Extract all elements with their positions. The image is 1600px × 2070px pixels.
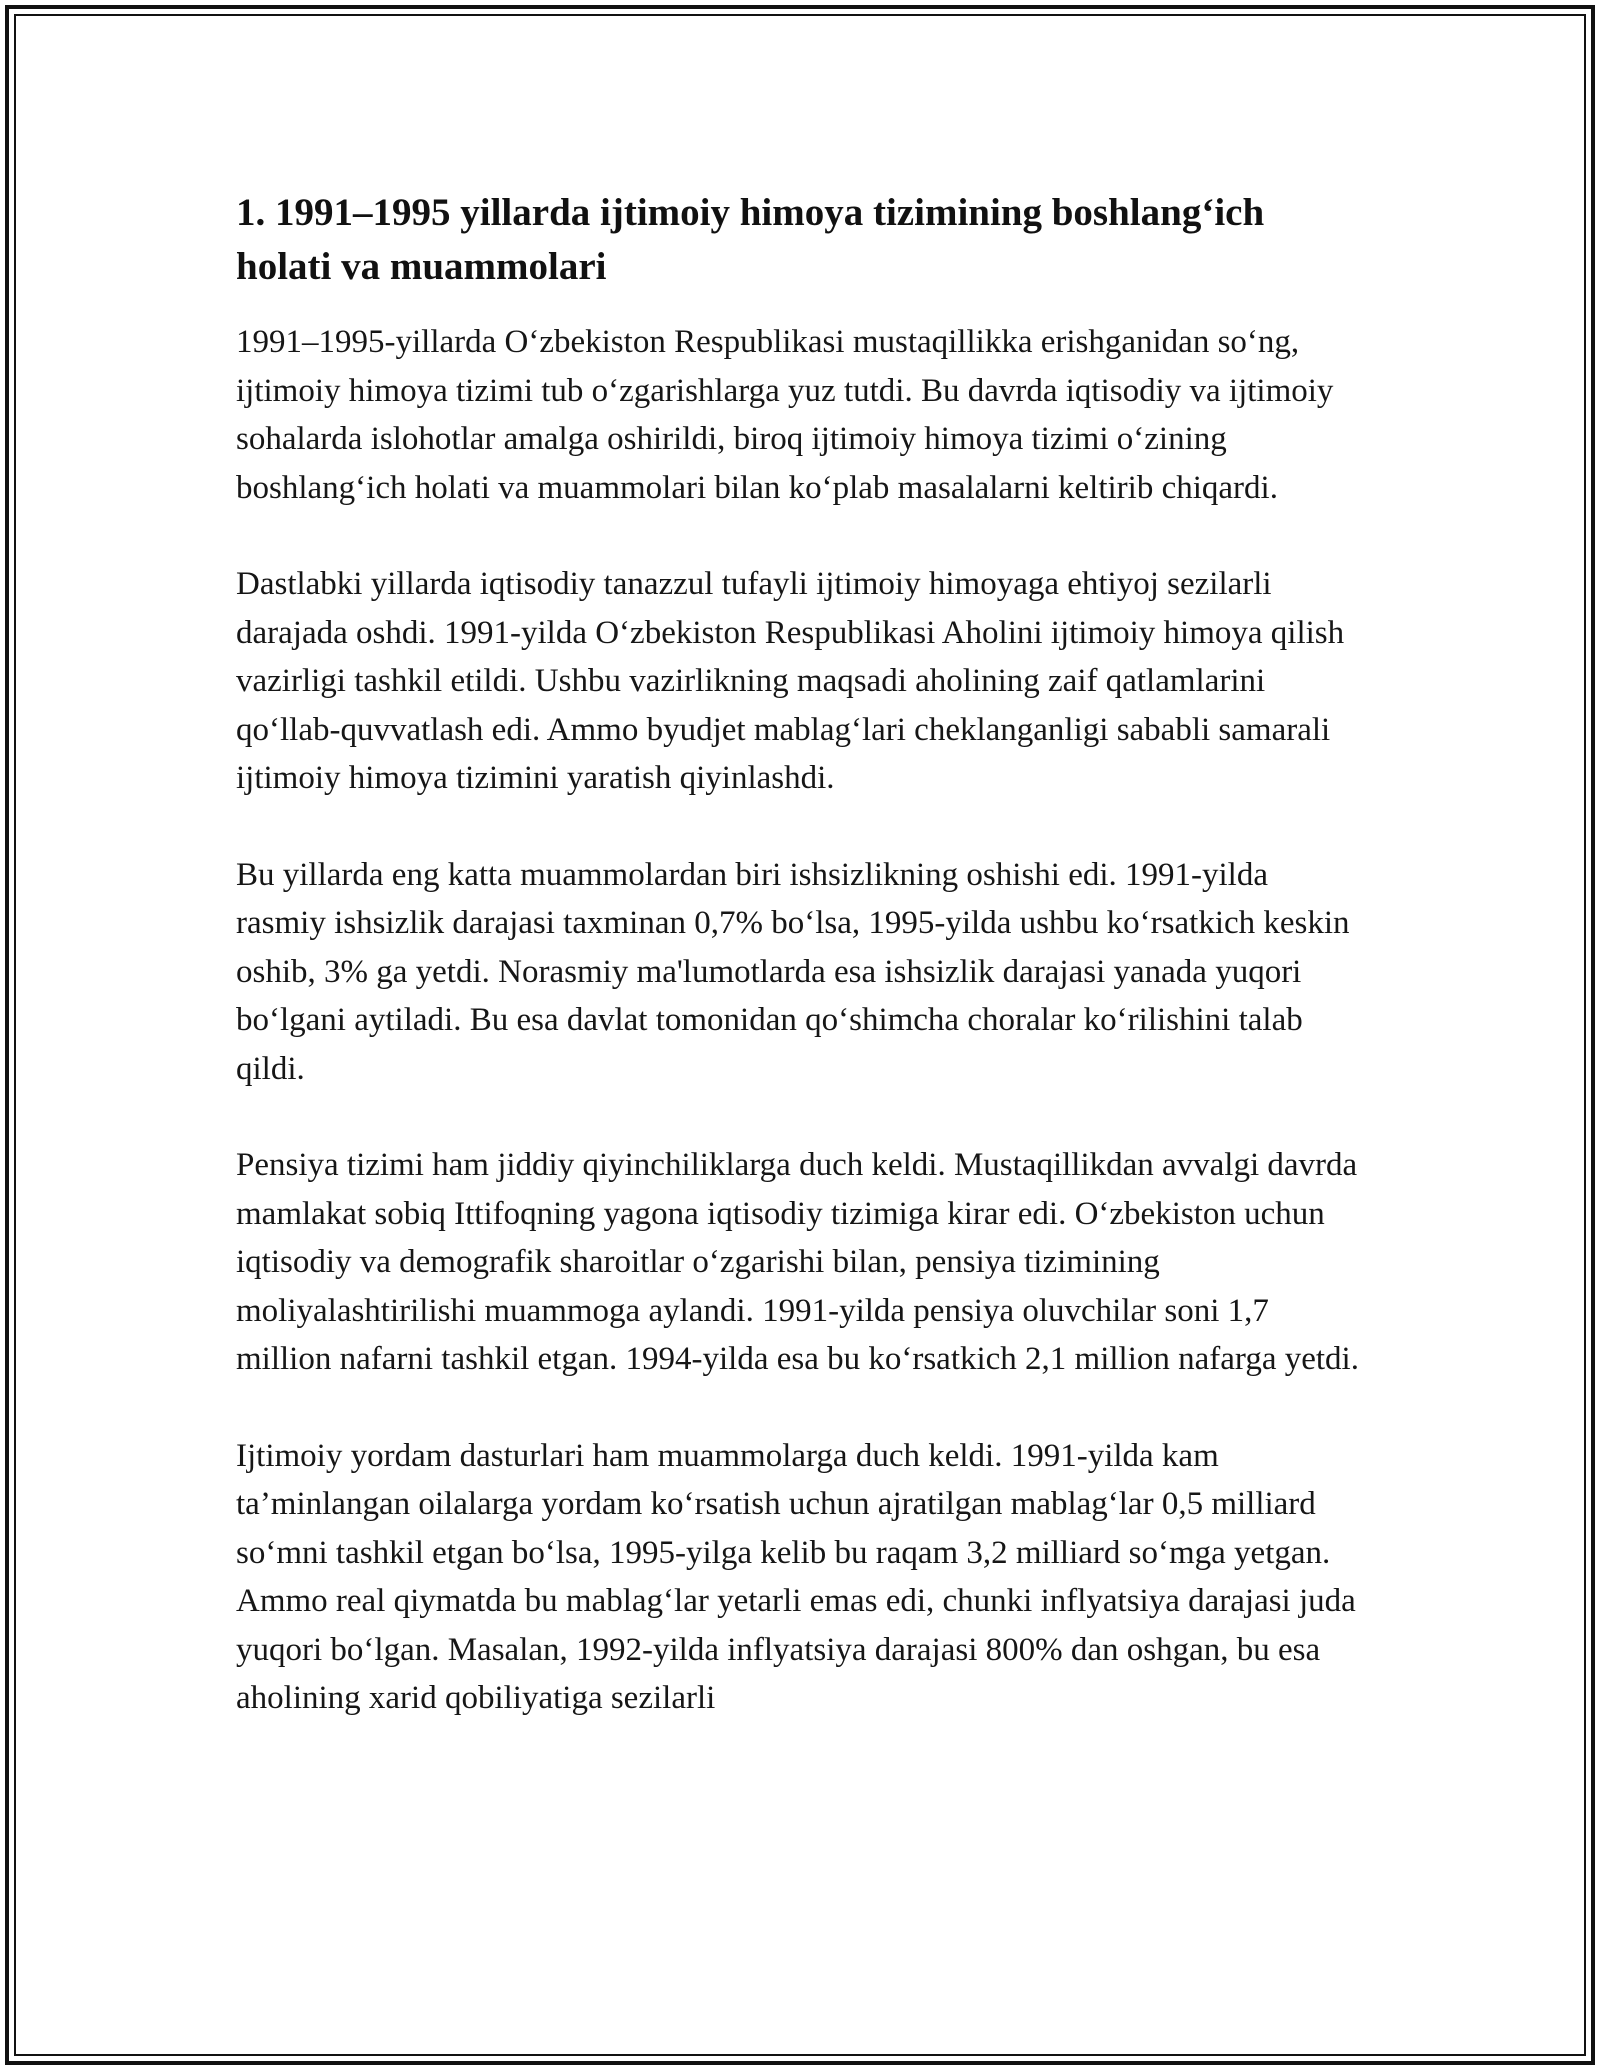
section-heading: 1. 1991–1995 yillarda ijtimoiy himoya tizimining boshlang‘ich holati va muammolari [236,191,1265,288]
paragraph-4: Pensiya tizimi ham jiddiy qiyinchiliklarga duch keldi. Mustaqillikdan avvalgi davrda mamlakat sobiq Ittifoqning yagona iqtisodiy tizimiga kirar edi. O‘zbekiston uchun iqtisodiy va demografik sharoitlar o‘zgarishi bilan, pensiya tizimining moliyalashtirilishi muammoga aylandi. 1991-yilda pensiya oluvchilar soni 1,7 million nafarni tashkil etgan. 1994-yilda esa bu ko‘rsatkich 2,1 million nafarga yetdi. [236,1147,1359,1377]
paragraph-2: Dastlabki yillarda iqtisodiy tanazzul tufayli ijtimoiy himoyaga ehtiyoj sezilarli darajada oshdi. 1991-yilda O‘zbekiston Respublikasi Aholini ijtimoiy himoya qilish vazirligi tashkil etildi. Ushbu vazirlikning maqsadi aholining zaif qatlamlarini qo‘llab-quvvatlash edi. Ammo byudjet mablag‘lari cheklanganligi sababli samarali ijtimoiy himoya tizimini yaratish qiyinlashdi. [236,566,1345,796]
paragraph-1: 1991–1995-yillarda O‘zbekiston Respublikasi mustaqillikka erishganidan so‘ng, ijtimoiy himoya tizimi tub o‘zgarishlarga yuz tutdi. Bu davrda iqtisodiy va ijtimoiy sohalarda islohotlar amalga oshirildi, biroq ijtimoiy himoya tizimi o‘zining boshlang‘ich holati va muammolari bilan ko‘plab masalalarni keltirib chiqardi. [236,324,1334,506]
document-body [236,186,1366,1771]
paragraph-3: Bu yillarda eng katta muammolardan biri ishsizlikning oshishi edi. 1991-yilda rasmiy ishsizlik darajasi taxminan 0,7% bo‘lsa, 1995-yilda ushbu ko‘rsatkich keskin oshib, 3% ga yetdi. Norasmiy ma'lumotlarda esa ishsizlik darajasi yanada yuqori bo‘lgani aytiladi. Bu esa davlat tomonidan qo‘shimcha choralar ko‘rilishini talab qildi. [236,856,1350,1087]
paragraph-5: Ijtimoiy yordam dasturlari ham muammolarga duch keldi. 1991-yilda kam ta’minlangan oilalarga yordam ko‘rsatish uchun ajratilgan mablag‘lar 0,5 milliard so‘mni tashkil etgan bo‘lsa, 1995-yilga kelib bu raqam 3,2 milliard so‘mga yetgan. Ammo real qiymatda bu mablag‘lar yetarli emas edi, chunki inflyatsiya darajasi juda yuqori bo‘lgan. Masalan, 1992-yilda inflyatsiya darajasi 800% dan oshgan, bu esa aholining xarid qobiliyatiga sezilarli [236,1437,1356,1716]
